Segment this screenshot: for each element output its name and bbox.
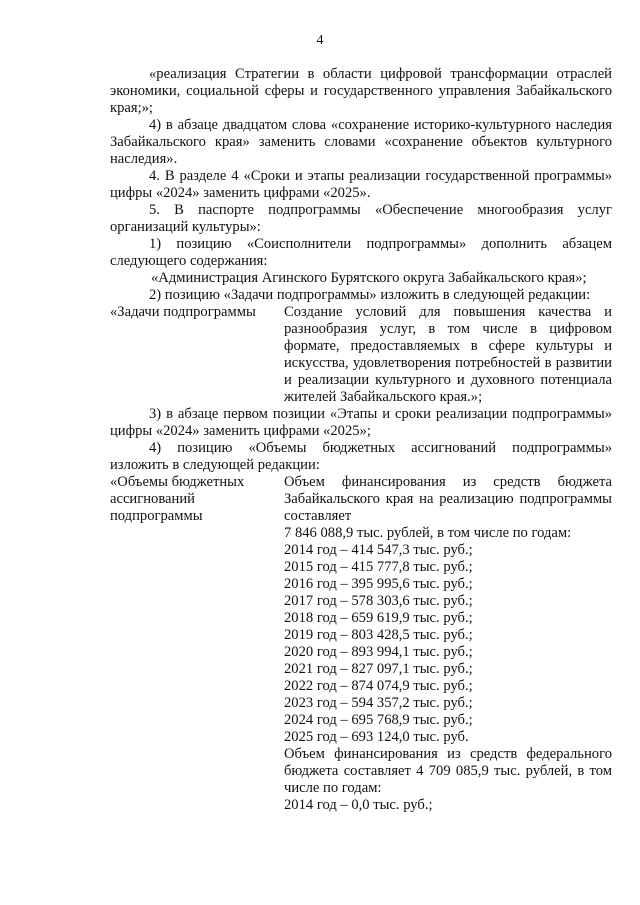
page-number: 4 (316, 33, 324, 48)
paragraph-item-1-coexecutors: 1) позицию «Соисполнители подпрограммы» дополнить абзацем следующего содержания: (110, 236, 612, 269)
budget-year-line: 2019 год – 803 428,5 тыс. руб.; (284, 627, 473, 643)
paragraph-administration-quote: «Администрация Агинского Бурятского округа Забайкальского края»; (151, 270, 587, 286)
budget-year-line: 2022 год – 874 074,9 тыс. руб.; (284, 678, 473, 694)
budget-label-line: «Объемы бюджетных (110, 474, 245, 490)
budget-total: 7 846 088,9 тыс. рублей, в том числе по годам: (284, 525, 572, 541)
paragraph-item-4-heritage: 4) в абзаце двадцатом слова «сохранение историко-культурного наследия Забайкальского края» заменить словами «сохранение объектов культурного наследия». (110, 117, 612, 167)
budget-label-line: подпрограммы (110, 508, 203, 524)
federal-budget-intro: Объем финансирования из средств федерального бюджета составляет 4 709 085,9 тыс. рублей, в том числе по годам: (284, 746, 612, 796)
budget-table-row (110, 474, 612, 814)
budget-year-line: 2017 год – 578 303,6 тыс. руб.; (284, 593, 473, 609)
paragraph-section-4: 4. В разделе 4 «Сроки и этапы реализации государственной программы» цифры «2024» заменить цифрами «2025». (110, 168, 612, 201)
budget-year-line: 2015 год – 415 777,8 тыс. руб.; (284, 559, 473, 575)
paragraph-strategy-quote: «реализация Стратегии в области цифровой трансформации отраслей экономики, социальной сферы и государственного управления Забайкальского края;»; (110, 66, 612, 116)
budget-details (284, 474, 612, 814)
paragraph-item-3-stages: 3) в абзаце первом позиции «Этапы и сроки реализации подпрограммы» цифры «2024» заменить цифрами «2025»; (110, 406, 612, 439)
paragraph-item-5-passport: 5. В паспорте подпрограммы «Обеспечение многообразия услуг организаций культуры»: (110, 202, 612, 235)
budget-year-line: 2021 год – 827 097,1 тыс. руб.; (284, 661, 473, 677)
tasks-table-row (110, 304, 612, 406)
federal-year-line: 2014 год – 0,0 тыс. руб.; (284, 797, 433, 813)
paragraph-item-4-budget: 4) позицию «Объемы бюджетных ассигнований подпрограммы» изложить в следующей редакции: (110, 440, 612, 473)
budget-year-line: 2014 год – 414 547,3 тыс. руб.; (284, 542, 473, 558)
budget-year-line: 2016 год – 395 995,6 тыс. руб.; (284, 576, 473, 592)
tasks-label: «Задачи подпрограммы (110, 304, 256, 320)
budget-year-line: 2025 год – 693 124,0 тыс. руб. (284, 729, 469, 745)
paragraph-item-2-tasks: 2) позицию «Задачи подпрограммы» изложить в следующей редакции: (149, 287, 591, 303)
budget-label-line: ассигнований (110, 491, 195, 507)
budget-year-line: 2020 год – 893 994,1 тыс. руб.; (284, 644, 473, 660)
tasks-text: Создание условий для повышения качества и разнообразия услуг, в том числе в цифровом формате, предоставляемых в сфере культуры и искусства, удовлетворения потребностей в развитии и реализации культурного и духовного потенциала жителей Забайкальского края.»; (284, 304, 612, 405)
document-body (110, 66, 612, 814)
budget-year-line: 2023 год – 594 357,2 тыс. руб.; (284, 695, 473, 711)
budget-year-line: 2024 год – 695 768,9 тыс. руб.; (284, 712, 473, 728)
budget-label (110, 474, 284, 814)
budget-year-line: 2018 год – 659 619,9 тыс. руб.; (284, 610, 473, 626)
budget-intro: Объем финансирования из средств бюджета Забайкальского края на реализацию подпрограммы составляет (284, 474, 612, 524)
